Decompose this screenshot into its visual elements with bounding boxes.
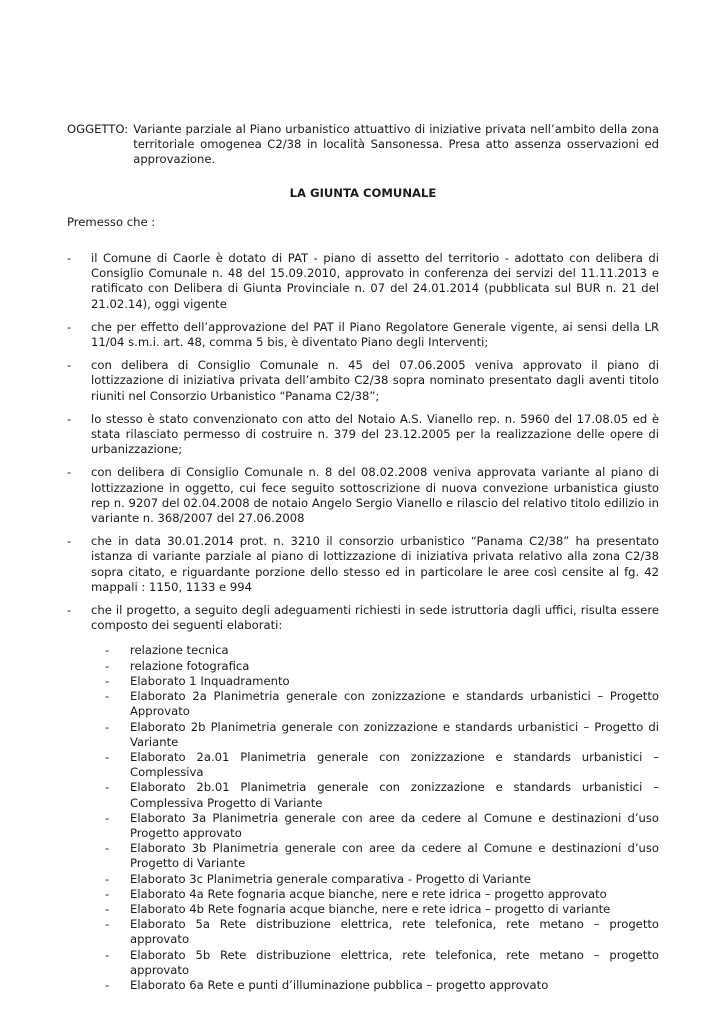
bullet-dash: - xyxy=(67,603,72,618)
document-list-item-text: relazione fotografica xyxy=(130,658,250,673)
bullet-dash: - xyxy=(105,749,110,764)
document-list-item xyxy=(105,811,659,841)
list-item xyxy=(67,465,659,526)
document-list-item-text: Elaborato 2b.01 Planimetria generale con zonizzazione e standards urbanistici – Complessiva Progetto di Variante xyxy=(130,780,659,810)
premise-list xyxy=(67,251,659,993)
subject-block xyxy=(67,122,659,168)
list-item xyxy=(67,358,659,404)
list-item-text xyxy=(91,251,659,312)
document-list-item-text: Elaborato 3c Planimetria generale comparativa - Progetto di Variante xyxy=(130,871,531,886)
subject-text: Variante parziale al Piano urbanistico attuattivo di iniziative privata nell’ambito della zona territoriale omogenea C2/38 in località Sansonessa. Presa atto assenza osservazioni ed approvazione. xyxy=(133,122,659,167)
document-list xyxy=(105,643,659,993)
section-heading: LA GIUNTA COMUNALE xyxy=(289,185,437,200)
document-list-item xyxy=(105,872,659,887)
document-list-item-text: Elaborato 4b Rete fognaria acque bianche, nere e rete idrica – progetto di variante xyxy=(130,901,611,916)
list-item-paragraph: lo stesso è stato convenzionato con atto del Notaio A.S. Vianello rep. n. 5960 del 17.08.05 ed è stata rilasciato permesso di costruire n. 379 del 23.12.2005 per la realizzazione delle opere di urbanizzazione; xyxy=(91,411,659,457)
list-item-paragraph: il Comune di Caorle è dotato di PAT - piano di assetto del territorio - adottato con delibera di Consiglio Comunale n. 48 del 15.09.2010, approvato in conferenza dei servizi del 11.11.2013 e ratificato con Delibera di Giunta Provinciale n. 07 del 24.01.2014 (pubblicata sul BUR n. 21 del 21.02.14), oggi vigente xyxy=(91,251,659,311)
document-list-item xyxy=(105,643,659,658)
list-item-text xyxy=(91,320,659,350)
document-list-item xyxy=(105,887,659,902)
bullet-dash: - xyxy=(105,689,110,704)
document-list-item xyxy=(105,780,659,810)
document-list-item xyxy=(105,720,659,750)
list-item-text xyxy=(91,534,659,595)
bullet-dash: - xyxy=(67,411,72,426)
document-list-item-text: Elaborato 2a Planimetria generale con zonizzazione e standards urbanistici – Progetto Approvato xyxy=(130,689,659,719)
bullet-dash: - xyxy=(105,841,110,856)
list-item xyxy=(67,534,659,595)
bullet-dash: - xyxy=(67,534,72,549)
bullet-dash: - xyxy=(67,465,72,480)
list-item-paragraph: con delibera di Consiglio Comunale n. 8 del 08.02.2008 veniva approvata variante al piano di lottizzazione in oggetto, cui fece seguito sottoscrizione di nuova convezione urbanistica giusto rep n. 9207 del 02.04.2008 de notaio Angelo Sergio Vianello e rilascio del relativo titolo edilizio in variante n. 368/2007 del 27.06.2008 xyxy=(91,465,659,526)
bullet-dash: - xyxy=(105,871,110,886)
bullet-dash: - xyxy=(105,658,110,673)
document-list-item xyxy=(105,659,659,674)
bullet-dash: - xyxy=(105,673,110,688)
document-list-item xyxy=(105,841,659,871)
bullet-dash: - xyxy=(105,901,110,916)
list-item-text xyxy=(91,465,659,526)
document-list-item-text: Elaborato 3a Planimetria generale con aree da cedere al Comune e destinazioni d’uso Progetto approvato xyxy=(130,810,659,840)
document-list-item xyxy=(105,948,659,978)
document-list-item-text: Elaborato 4a Rete fognaria acque bianche, nere e rete idrica – progetto approvato xyxy=(130,886,607,901)
document-list-item xyxy=(105,917,659,947)
list-item xyxy=(67,412,659,458)
document-list-item-text: Elaborato 3b Planimetria generale con aree da cedere al Comune e destinazioni d’uso Progetto di Variante xyxy=(130,841,659,871)
document-page xyxy=(67,122,659,1001)
document-list-item xyxy=(105,689,659,719)
bullet-dash: - xyxy=(105,810,110,825)
bullet-dash: - xyxy=(105,719,110,734)
list-item-paragraph: con delibera di Consiglio Comunale n. 45 del 07.06.2005 veniva approvato il piano di lottizzazione di iniziativa privata dell’ambito C2/38 sopra nominato presentato dagli aventi titolo riuniti nel Consorzio Urbanistico “Panama C2/38”; xyxy=(91,358,659,403)
premise-text: Premesso che : xyxy=(67,214,156,229)
list-item xyxy=(67,603,659,993)
bullet-dash: - xyxy=(105,947,110,962)
document-list-item xyxy=(105,674,659,689)
list-item-text xyxy=(91,412,659,458)
list-item xyxy=(67,320,659,350)
bullet-dash: - xyxy=(67,358,72,373)
document-list-item-text: Elaborato 5a Rete distribuzione elettrica, rete telefonica, rete metano – progetto approvato xyxy=(130,917,659,947)
bullet-dash: - xyxy=(105,780,110,795)
subject-label: OGGETTO: xyxy=(67,122,129,136)
document-list-item-text: Elaborato 6a Rete e punti d’illuminazione pubblica – progetto approvato xyxy=(130,977,549,992)
list-item-text xyxy=(91,358,659,404)
document-list-item-text: Elaborato 2a.01 Planimetria generale con zonizzazione e standards urbanistici – Complessiva xyxy=(130,749,659,780)
bullet-dash: - xyxy=(67,319,72,334)
bullet-dash: - xyxy=(105,643,110,658)
bullet-dash: - xyxy=(105,886,110,901)
document-list-item-text: Elaborato 5b Rete distribuzione elettrica, rete telefonica, rete metano – progetto approvato xyxy=(130,947,659,977)
list-item-paragraph: che il progetto, a seguito degli adeguamenti richiesti in sede istruttoria dagli uffici, risulta essere composto dei seguenti elaborati: xyxy=(91,603,659,633)
document-list-item-text: Elaborato 1 Inquadramento xyxy=(130,673,290,688)
document-list-item-text: relazione tecnica xyxy=(130,643,229,658)
list-item-text xyxy=(91,603,659,993)
document-list-item xyxy=(105,902,659,917)
bullet-dash: - xyxy=(105,917,110,932)
bullet-dash: - xyxy=(105,977,110,992)
document-list-item xyxy=(105,978,659,993)
list-item xyxy=(67,251,659,312)
document-list-item xyxy=(105,750,659,780)
list-item-paragraph: che in data 30.01.2014 prot. n. 3210 il consorzio urbanistico “Panama C2/38” ha presentato istanza di variante parziale al piano di lottizzazione di iniziativa privata relativo alla zona C2/38 sopra citato, e riguardante porzione dello stesso ed in particolare le aree così censite al fg. 42 mappali : 1150, 1133 e 994 xyxy=(91,534,659,594)
document-list-item-text: Elaborato 2b Planimetria generale con zonizzazione e standards urbanistici – Progetto di Variante xyxy=(130,719,659,749)
list-item-paragraph: che per effetto dell’approvazione del PAT il Piano Regolatore Generale vigente, ai sensi della LR 11/04 s.m.i. art. 48, comma 5 bis, è diventato Piano degli Interventi; xyxy=(91,319,659,350)
bullet-dash: - xyxy=(67,251,72,266)
